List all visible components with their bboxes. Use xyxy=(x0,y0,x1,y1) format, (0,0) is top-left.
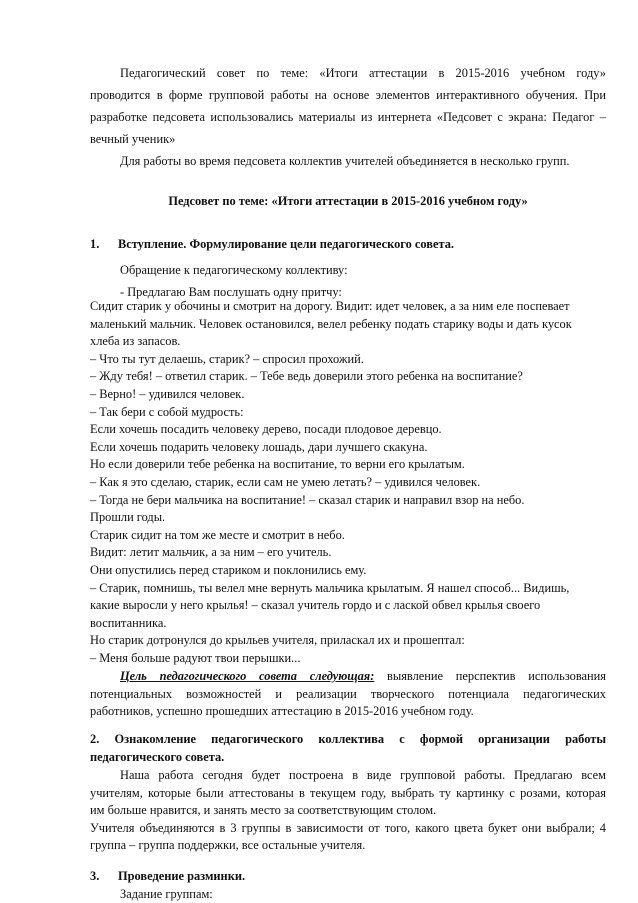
parable-line: воспитанника. xyxy=(90,615,167,630)
intro-groups-line: Для работы во время педсовета коллектив учителей объединяется в несколько групп. xyxy=(120,154,570,168)
parable-line: Если хочешь подарить человеку лошадь, дари лучшего скакуна. xyxy=(90,439,428,454)
goal-line-3: работников, успешно прошедших аттестацию в 2015-2016 учебном году. xyxy=(90,704,474,719)
offer-line: - Предлагаю Вам послушать одну притчу: xyxy=(120,285,342,299)
section-3 xyxy=(90,868,606,903)
parable-line: хлеба из запасов. xyxy=(90,334,181,349)
parable-line: – Старик, помнишь, ты велел мне вернуть мальчика крылатым. Я нашел способ... Видишь, xyxy=(90,580,570,595)
section-2-line-1: Наша работа сегодня будет построена в виде групповой работы. Предлагаю всем xyxy=(120,768,606,782)
section-1-number: 1. xyxy=(90,237,100,251)
section-3-task: Задание группам: xyxy=(120,886,213,901)
parable-line: Но если доверили тебе ребенка на воспитание, то верни его крылатым. xyxy=(90,457,465,472)
section-2-title-line-1: 2. Ознакомление педагогического коллектива с формой организации работы xyxy=(90,732,606,746)
parable-line: – Верно! – удивился человек. xyxy=(90,386,245,401)
address-line: Обращение к педагогическому коллективу: xyxy=(120,263,348,277)
section-2-heading xyxy=(90,731,606,766)
intro-line-1: Педагогический совет по теме: «Итоги аттестации в 2015-2016 учебном году» xyxy=(120,66,606,80)
section-2-line-4: Учителя объединяются в 3 группы в зависимости от того, какого цвета букет они выбрали; 4 xyxy=(90,820,606,835)
parable-line: Они опустились перед стариком и поклонились ему. xyxy=(90,562,367,577)
section-2-line-3: им больше нравится, и занять место за соответствующим столом. xyxy=(90,803,437,818)
parable-line: Если хочешь посадить человеку дерево, посади плодовое деревцо. xyxy=(90,422,442,437)
parable-line: – Меня больше радуют твои перышки... xyxy=(90,650,301,665)
section-1-heading xyxy=(90,235,606,253)
goal-text: выявление перспектив использования xyxy=(387,669,606,683)
intro-line-3: разработке педсовета использовались материалы из интернета «Педсовет с экрана: Педагог – xyxy=(90,110,606,124)
goal-label: Цель педагогического совета следующая: xyxy=(120,669,375,683)
parable-line: маленький мальчик. Человек остановился, велел ребенку подать старику воды и дать кусок xyxy=(90,316,572,331)
section-2-title-line-2: педагогического совета. xyxy=(90,749,225,764)
section-3-title: Проведение разминки. xyxy=(118,869,246,883)
parable-line: Видит: летит мальчик, а за ним – его учитель. xyxy=(90,545,332,560)
parable-line: какие выросли у него крылья! – сказал учитель гордо и с лаской обвел крылья своего xyxy=(90,598,541,613)
parable-line: Старик сидит на том же месте и смотрит в небо. xyxy=(90,527,345,542)
parable-line: – Как я это сделаю, старик, если сам не умею летать? – удивился человек. xyxy=(90,474,481,489)
intro-line-4: вечный ученик» xyxy=(90,132,176,146)
goal-line-2: потенциальных возможностей и реализации творческого потенциала педагогических xyxy=(90,686,606,701)
parable-line: Но старик дотронулся до крыльев учителя, приласкал их и прошептал: xyxy=(90,633,465,648)
parable-line: – Тогда не бери мальчика на воспитание! – сказал старик и направил взор на небо. xyxy=(90,492,525,507)
intro-paragraph xyxy=(90,62,606,172)
parable-line: – Жду тебя! – ответил старик. – Тебе ведь доверили этого ребенка на воспитание? xyxy=(90,369,523,384)
section-2-line-5: группа – группа поддержки, все остальные учителя. xyxy=(90,838,366,853)
parable-text xyxy=(90,298,606,667)
section-1-title: Вступление. Формулирование цели педагогического совета. xyxy=(118,237,455,251)
parable-line: Прошли годы. xyxy=(90,510,166,525)
page-title: Педсовет по теме: «Итоги аттестации в 2015-2016 учебном году» xyxy=(168,194,528,208)
parable-line: Сидит старик у обочины и смотрит на дорогу. Видит: идет человек, а за ним еле поспевает xyxy=(90,299,570,313)
goal-paragraph xyxy=(90,668,606,721)
section-1-intro xyxy=(90,259,606,303)
parable-line: – Так бери с собой мудрость: xyxy=(90,404,244,419)
parable-line: – Что ты тут делаешь, старик? – спросил прохожий. xyxy=(90,351,364,366)
intro-line-2: проводится в форме групповой работы на основе элементов интерактивного обучения. При xyxy=(90,88,606,102)
section-3-number: 3. xyxy=(90,869,100,883)
section-2-line-2: учителям, которые были аттестованы в текущем году, выбрать ту картинку с розами, которая xyxy=(90,785,606,800)
section-2-body xyxy=(90,767,606,855)
